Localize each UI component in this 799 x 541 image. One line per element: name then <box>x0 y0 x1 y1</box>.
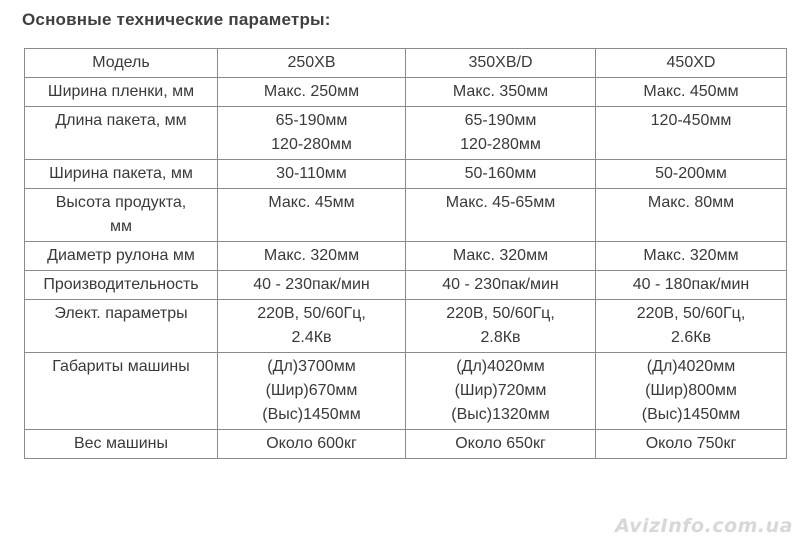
specs-table <box>24 48 787 459</box>
value-cell <box>406 107 596 160</box>
table-row <box>25 189 787 242</box>
page-title: Основные технические параметры: <box>22 10 331 29</box>
row-label-cell <box>25 242 218 271</box>
value-cell <box>218 353 406 430</box>
cell-text: Диаметр рулона мм <box>47 247 195 264</box>
cell-text: Макс. 45мм <box>268 194 355 211</box>
value-cell <box>406 300 596 353</box>
value-cell <box>406 353 596 430</box>
cell-text: 220В, 50/60Гц, <box>257 305 366 322</box>
cell-text: Около 650кг <box>455 435 546 452</box>
value-cell <box>218 242 406 271</box>
cell-text: 65-190мм <box>275 112 348 129</box>
cell-text: Макс. 80мм <box>647 194 735 211</box>
value-cell <box>596 189 787 242</box>
row-label-cell <box>25 189 218 242</box>
value-cell <box>406 242 596 271</box>
value-cell <box>218 160 406 189</box>
cell-text: 30-110мм <box>276 165 347 182</box>
cell-text: 50-200мм <box>655 165 727 182</box>
cell-text: 220В, 50/60Гц, <box>446 305 555 322</box>
row-label-cell <box>25 49 218 78</box>
cell-text: Элект. параметры <box>54 305 188 322</box>
cell-text: мм <box>110 218 132 235</box>
value-cell <box>218 271 406 300</box>
value-cell <box>218 49 406 78</box>
table-row <box>25 300 787 353</box>
cell-text: 65-190мм <box>464 112 537 129</box>
row-label-cell <box>25 430 218 459</box>
value-cell <box>406 189 596 242</box>
table-row <box>25 160 787 189</box>
cell-text: 2.6Кв <box>670 329 712 346</box>
value-cell <box>596 78 787 107</box>
value-cell <box>218 107 406 160</box>
cell-text: 40 - 230пак/мин <box>253 276 370 293</box>
cell-text: Ширина пленки, мм <box>47 83 195 100</box>
table-row <box>25 107 787 160</box>
cell-text: Макс. 350мм <box>452 83 549 100</box>
cell-text: 120-280мм <box>460 136 541 153</box>
cell-text: (Выс)1450мм <box>262 406 361 423</box>
value-cell <box>596 271 787 300</box>
value-cell <box>596 300 787 353</box>
value-cell <box>406 78 596 107</box>
value-cell <box>596 242 787 271</box>
cell-text: Модель <box>92 54 150 71</box>
table-row <box>25 49 787 78</box>
cell-text: Макс. 450мм <box>643 83 739 100</box>
value-cell <box>406 49 596 78</box>
cell-text: 40 - 180пак/мин <box>632 276 750 293</box>
cell-text: 2.4Кв <box>291 329 332 346</box>
cell-text: (Выс)1320мм <box>451 406 550 423</box>
specs-table-body <box>25 49 787 459</box>
cell-text: 50-160мм <box>464 165 537 182</box>
cell-text: (Дл)4020мм <box>646 358 736 375</box>
cell-text: Макс. 250мм <box>263 83 360 100</box>
table-row <box>25 353 787 430</box>
cell-text: Макс. 320мм <box>643 247 739 264</box>
row-label-cell <box>25 353 218 430</box>
cell-text: Габариты машины <box>52 358 190 375</box>
value-cell <box>596 49 787 78</box>
value-cell <box>218 78 406 107</box>
cell-text: Около 600кг <box>266 435 357 452</box>
cell-text: 220В, 50/60Гц, <box>636 305 746 322</box>
value-cell <box>596 160 787 189</box>
row-label-cell <box>25 160 218 189</box>
cell-text: (Шир)800мм <box>645 382 737 399</box>
cell-text: 120-450мм <box>650 112 732 129</box>
cell-text: Около 750кг <box>645 435 737 452</box>
cell-text: Длина пакета, мм <box>55 112 187 129</box>
cell-text: Ширина пакета, мм <box>49 165 193 182</box>
watermark: AvizInfo.com.ua <box>615 515 793 537</box>
cell-text: (Выс)1450мм <box>641 406 741 423</box>
value-cell <box>406 430 596 459</box>
value-cell <box>218 300 406 353</box>
row-label-cell <box>25 107 218 160</box>
value-cell <box>218 189 406 242</box>
cell-text: 350XB/D <box>468 54 533 71</box>
cell-text: 40 - 230пак/мин <box>442 276 559 293</box>
table-row <box>25 271 787 300</box>
cell-text: Вес машины <box>73 435 169 452</box>
value-cell <box>406 271 596 300</box>
cell-text: Макс. 320мм <box>263 247 360 264</box>
cell-text: (Дл)3700мм <box>267 358 356 375</box>
value-cell <box>596 107 787 160</box>
cell-text: 120-280мм <box>271 136 352 153</box>
value-cell <box>596 353 787 430</box>
value-cell <box>596 430 787 459</box>
value-cell <box>406 160 596 189</box>
cell-text: (Шир)670мм <box>265 382 358 399</box>
cell-text: Высота продукта, <box>55 194 187 211</box>
cell-text: 250XB <box>287 54 336 71</box>
cell-text: Производительность <box>43 276 199 293</box>
table-row <box>25 430 787 459</box>
table-row <box>25 78 787 107</box>
row-label-cell <box>25 78 218 107</box>
row-label-cell <box>25 271 218 300</box>
table-row <box>25 242 787 271</box>
cell-text: Макс. 45-65мм <box>445 194 556 211</box>
cell-text: (Дл)4020мм <box>456 358 545 375</box>
cell-text: 2.8Кв <box>480 329 521 346</box>
value-cell <box>218 430 406 459</box>
row-label-cell <box>25 300 218 353</box>
cell-text: 450XD <box>666 54 716 71</box>
cell-text: Макс. 320мм <box>452 247 549 264</box>
cell-text: (Шир)720мм <box>454 382 547 399</box>
